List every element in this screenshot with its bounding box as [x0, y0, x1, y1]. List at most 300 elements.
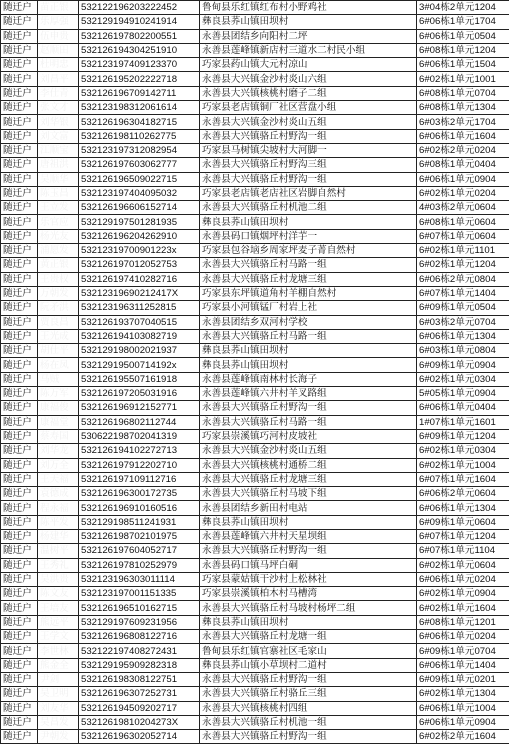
- table-row: [1, 587, 509, 601]
- id-number-cell: 53212319700901223x: [79, 244, 200, 258]
- address-cell: 永善县大兴镇骆丘村野沟一组: [200, 129, 417, 143]
- household-type-cell: 随迁户: [1, 701, 38, 715]
- household-type-cell: 随迁户: [1, 344, 38, 358]
- housing-unit-cell: 6#02栋1单元1304: [417, 687, 509, 701]
- housing-unit-cell: 6#07栋1单元1204: [417, 529, 509, 543]
- name-cell: 王秀礼: [38, 558, 79, 572]
- housing-unit-cell: 6#07栋1单元1404: [417, 286, 509, 300]
- name-cell: 乐官应: [38, 215, 79, 229]
- name-cell: 阮矛洪: [38, 301, 79, 315]
- id-number-cell: 532126197604052717: [79, 544, 200, 558]
- name-cell: 康福堂: [38, 415, 79, 429]
- housing-unit-cell: 6#08栋1单元0604: [417, 215, 509, 229]
- table-row: [1, 272, 509, 286]
- id-number-cell: 532126198110262775: [79, 129, 200, 143]
- household-type-cell: 随迁户: [1, 601, 38, 615]
- id-number-cell: 532126196307252731: [79, 687, 200, 701]
- housing-unit-cell: 6#07栋1单元1604: [417, 472, 509, 486]
- household-type-cell: 随迁户: [1, 558, 38, 572]
- table-row: [1, 315, 509, 329]
- address-cell: 彝良县荞山镇田坝村: [200, 215, 417, 229]
- id-number-cell: 532123196303011114: [79, 572, 200, 586]
- address-cell: 永善县大兴镇骆丘村龙塘一组: [200, 630, 417, 644]
- table-row: [1, 172, 509, 186]
- address-cell: 永善县莲峰镇新店村三道水二村民小组: [200, 43, 417, 57]
- housing-unit-cell: 6#06栋2单元0804: [417, 272, 509, 286]
- id-number-cell: 532126197603062777: [79, 158, 200, 172]
- id-number-cell: 53212919500714192x: [79, 358, 200, 372]
- household-type-cell: 随迁户: [1, 129, 38, 143]
- id-number-cell: 532129197501281935: [79, 215, 200, 229]
- name-cell: 王天福: [38, 472, 79, 486]
- housing-unit-cell: 6#06栋1单元1004: [417, 701, 509, 715]
- id-number-cell: 532126196912152771: [79, 401, 200, 415]
- table-row: [1, 72, 509, 86]
- address-cell: 永善县大兴镇骆丘村野沟一组: [200, 401, 417, 415]
- id-number-cell: 532126197012052753: [79, 258, 200, 272]
- address-cell: 永善县大兴镇核桃村四组: [200, 701, 417, 715]
- housing-unit-cell: 6#02栋1单元0304: [417, 372, 509, 386]
- id-number-cell: 532126196300172735: [79, 487, 200, 501]
- housing-unit-cell: 6#08栋1单元0404: [417, 158, 509, 172]
- household-type-cell: 随迁户: [1, 587, 38, 601]
- household-type-cell: 随迁户: [1, 487, 38, 501]
- address-cell: 巧家县马树镇尖坡村大河脚一: [200, 143, 417, 157]
- household-type-cell: 随迁户: [1, 15, 38, 29]
- table-row: [1, 687, 509, 701]
- household-type-cell: 随迁户: [1, 286, 38, 300]
- table-row: [1, 58, 509, 72]
- household-type-cell: 随迁户: [1, 86, 38, 100]
- household-type-cell: 随迁户: [1, 372, 38, 386]
- name-cell: 杨光友: [38, 229, 79, 243]
- table-row: [1, 558, 509, 572]
- address-cell: 永善县大兴镇骆丘村马路一组: [200, 329, 417, 343]
- table-row: [1, 444, 509, 458]
- address-cell: 永善县大兴镇骆丘村马路一组: [200, 415, 417, 429]
- name-cell: 刘华龙: [38, 444, 79, 458]
- table-row: [1, 101, 509, 115]
- name-cell: 程永福: [38, 501, 79, 515]
- table-row: [1, 358, 509, 372]
- household-type-cell: 随迁户: [1, 515, 38, 529]
- household-type-cell: 随迁户: [1, 29, 38, 43]
- id-number-cell: 532126197410282716: [79, 272, 200, 286]
- housing-unit-cell: 4#03栋2单元0604: [417, 201, 509, 215]
- id-number-cell: 532126196204262910: [79, 229, 200, 243]
- name-cell: 李世林: [38, 644, 79, 658]
- address-cell: 永善县大兴镇骆丘村马路一组: [200, 258, 417, 272]
- id-number-cell: 532123196311252815: [79, 301, 200, 315]
- housing-unit-cell: 3#04栋2单元1204: [417, 1, 509, 15]
- address-cell: 永善县团结乡双河村学校: [200, 315, 417, 329]
- id-number-cell: 532126195202222718: [79, 72, 200, 86]
- household-type-cell: 随迁户: [1, 244, 38, 258]
- housing-unit-cell: 6#03栋2单元1704: [417, 115, 509, 129]
- id-number-cell: 532126194304251910: [79, 43, 200, 57]
- address-cell: 巧家县蒙姑镇干沙村上松林社: [200, 572, 417, 586]
- address-cell: 永善县大兴镇金沙村炎山五组: [200, 444, 417, 458]
- address-cell: 永善县大兴镇骆丘村龙塘三组: [200, 472, 417, 486]
- housing-unit-cell: 6#02栋1单元1004: [417, 458, 509, 472]
- table-row: [1, 143, 509, 157]
- household-type-cell: 随迁户: [1, 315, 38, 329]
- housing-unit-cell: 6#06栋2单元0604: [417, 487, 509, 501]
- household-type-cell: 随迁户: [1, 572, 38, 586]
- name-cell: 贾良昌: [38, 315, 79, 329]
- housing-unit-cell: 6#02栋1单元1604: [417, 601, 509, 615]
- household-type-cell: 随迁户: [1, 186, 38, 200]
- id-number-cell: 532126196808122716: [79, 630, 200, 644]
- id-number-cell: 532126196509022715: [79, 172, 200, 186]
- address-cell: 彝良县荞山镇田坝村: [200, 15, 417, 29]
- name-cell: 吴昌发: [38, 715, 79, 729]
- table-row: [1, 529, 509, 543]
- address-cell: 彝良县荞山镇田坝村: [200, 358, 417, 372]
- table-row: [1, 301, 509, 315]
- household-type-cell: 随迁户: [1, 401, 38, 415]
- household-type-cell: 随迁户: [1, 329, 38, 343]
- housing-unit-cell: 6#02栋1单元1101: [417, 244, 509, 258]
- name-cell: 陈玉昌: [38, 186, 79, 200]
- housing-unit-cell: 6#08栋1单元1201: [417, 615, 509, 629]
- address-cell: 永善县大兴镇骆丘村野沟三组: [200, 158, 417, 172]
- household-type-cell: 随迁户: [1, 501, 38, 515]
- household-type-cell: 随迁户: [1, 258, 38, 272]
- housing-unit-cell: 6#09栋1单元0904: [417, 358, 509, 372]
- id-number-cell: 532129194910241914: [79, 15, 200, 29]
- household-type-cell: 随迁户: [1, 272, 38, 286]
- housing-unit-cell: 6#06栋1单元0904: [417, 715, 509, 729]
- table-row: [1, 458, 509, 472]
- table-row: [1, 29, 509, 43]
- address-cell: 永善县大兴镇骆丘村野沟一组: [200, 172, 417, 186]
- household-type-cell: 随迁户: [1, 215, 38, 229]
- table-row: [1, 501, 509, 515]
- name-cell: 杜明忠: [38, 58, 79, 72]
- household-type-cell: 随迁户: [1, 358, 38, 372]
- household-type-cell: 随迁户: [1, 672, 38, 686]
- household-type-cell: 随迁户: [1, 143, 38, 157]
- id-number-cell: 532126194102272713: [79, 444, 200, 458]
- address-cell: 永善县莲峰镇六井村羊叉路组: [200, 387, 417, 401]
- table-row: [1, 601, 509, 615]
- name-cell: 尹朝发: [38, 730, 79, 744]
- id-number-cell: 532126194509202717: [79, 701, 200, 715]
- household-type-cell: 随迁户: [1, 544, 38, 558]
- table-row: [1, 730, 509, 744]
- name-cell: 陈文友: [38, 587, 79, 601]
- name-cell: 江顺宝: [38, 143, 79, 157]
- id-number-cell: 532123197409123370: [79, 58, 200, 72]
- housing-unit-cell: 6#06栋1单元0404: [417, 401, 509, 415]
- household-type-cell: 随迁户: [1, 58, 38, 72]
- household-type-cell: 随迁户: [1, 458, 38, 472]
- id-number-cell: 532123197001151335: [79, 587, 200, 601]
- id-number-cell: 532126196709142711: [79, 86, 200, 100]
- table-row: [1, 715, 509, 729]
- name-cell: 吴顺华: [38, 172, 79, 186]
- housing-unit-cell: 6#06栋1单元0504: [417, 29, 509, 43]
- address-cell: 永善县大兴镇骆丘村龙塘三组: [200, 272, 417, 286]
- name-cell: 苗正银: [38, 1, 79, 15]
- address-cell: 巧家县东坪镇道角村羊棚自然村: [200, 286, 417, 300]
- address-cell: 鲁甸县乐红镇官寨社区毛家山: [200, 644, 417, 658]
- table-body: [1, 1, 509, 744]
- household-type-cell: 随迁户: [1, 730, 38, 744]
- name-cell: 王立发: [38, 201, 79, 215]
- household-type-cell: 随迁户: [1, 43, 38, 57]
- housing-unit-cell: 6#02栋2单元1604: [417, 730, 509, 744]
- housing-unit-cell: 6#08栋1单元1204: [417, 43, 509, 57]
- table-row: [1, 401, 509, 415]
- name-cell: 王学文: [38, 630, 79, 644]
- housing-unit-cell: 6#02栋1单元0204: [417, 186, 509, 200]
- housing-unit-cell: 6#08栋1单元1304: [417, 101, 509, 115]
- name-cell: 杨建华: [38, 529, 79, 543]
- id-number-cell: 532126196304182715: [79, 115, 200, 129]
- id-number-cell: 532126194103082719: [79, 329, 200, 343]
- table-row: [1, 415, 509, 429]
- housing-unit-cell: 6#06栋1单元1704: [417, 15, 509, 29]
- id-number-cell: 532126193707040515: [79, 315, 200, 329]
- id-number-cell: 532126197205031916: [79, 387, 200, 401]
- address-cell: 永善县大兴镇骆丘村野沟一组: [200, 672, 417, 686]
- table-row: [1, 515, 509, 529]
- name-cell: 杨在凤: [38, 358, 79, 372]
- address-cell: 永善县莲峰镇六井村天星坝组: [200, 529, 417, 543]
- housing-unit-cell: 6#02栋1单元0904: [417, 587, 509, 601]
- id-number-cell: 532129198002021937: [79, 344, 200, 358]
- address-cell: 鲁甸县乐红镇红布村小野鸡社: [200, 1, 417, 15]
- table-row: [1, 615, 509, 629]
- id-number-cell: 532126197810252979: [79, 558, 200, 572]
- id-number-cell: 532126196910160516: [79, 501, 200, 515]
- id-number-cell: 532129197609231956: [79, 615, 200, 629]
- name-cell: 刘华银: [38, 115, 79, 129]
- housing-unit-cell: 5#05栋1单元0904: [417, 387, 509, 401]
- table-row: [1, 43, 509, 57]
- name-cell: 马贼: [38, 372, 79, 386]
- name-cell: 胡仕平: [38, 344, 79, 358]
- housing-unit-cell: 6#06栋1单元0204: [417, 572, 509, 586]
- table-row: [1, 630, 509, 644]
- name-cell: 唐祖洪: [38, 158, 79, 172]
- id-number-cell: 530622198702041319: [79, 429, 200, 443]
- address-cell: 彝良县荞山镇田坝村: [200, 515, 417, 529]
- housing-unit-cell: 6#09栋1单元0201: [417, 672, 509, 686]
- household-type-cell: 随迁户: [1, 387, 38, 401]
- name-cell: 张文才: [38, 101, 79, 115]
- table-row: [1, 429, 509, 443]
- name-cell: 黄正银: [38, 258, 79, 272]
- household-type-cell: 随迁户: [1, 687, 38, 701]
- name-cell: 陈平发: [38, 515, 79, 529]
- table-row: [1, 129, 509, 143]
- household-type-cell: 随迁户: [1, 472, 38, 486]
- household-type-cell: 随迁户: [1, 715, 38, 729]
- address-cell: 永善县大兴镇骆丘村野沟一组: [200, 544, 417, 558]
- id-number-cell: 532129198511241931: [79, 515, 200, 529]
- housing-unit-cell: 6#02栋2单元0204: [417, 143, 509, 157]
- table-row: [1, 387, 509, 401]
- id-number-cell: 532129195909282318: [79, 658, 200, 672]
- table-row: [1, 201, 509, 215]
- table-row: [1, 344, 509, 358]
- table-row: [1, 1, 509, 15]
- address-cell: 巧家县老店镇老店社区岩脚自然村: [200, 186, 417, 200]
- household-type-cell: 随迁户: [1, 72, 38, 86]
- address-cell: 永善县莲峰镇南林村长海子: [200, 372, 417, 386]
- table-row: [1, 286, 509, 300]
- table-row: [1, 572, 509, 586]
- table-row: [1, 186, 509, 200]
- household-type-cell: 随迁户: [1, 1, 38, 15]
- name-cell: 刘文富: [38, 129, 79, 143]
- name-cell: 赵顺田: [38, 43, 79, 57]
- table-row: [1, 372, 509, 386]
- table-row: [1, 658, 509, 672]
- address-cell: 永善县码口镇烟坪村洋芋一: [200, 229, 417, 243]
- address-cell: 永善县大兴镇核桃村磨子二组: [200, 86, 417, 100]
- housing-unit-cell: 6#02栋1单元1204: [417, 258, 509, 272]
- housing-unit-cell: 6#02栋1单元0304: [417, 444, 509, 458]
- id-number-cell: 532123197404095032: [79, 186, 200, 200]
- housing-unit-cell: 6#09栋1单元0704: [417, 644, 509, 658]
- name-cell: 尹剑: [38, 672, 79, 686]
- housing-unit-cell: 6#06栋1单元1304: [417, 501, 509, 515]
- name-cell: 袁德成: [38, 487, 79, 501]
- table-row: [1, 544, 509, 558]
- id-number-cell: 532123197312082954: [79, 143, 200, 157]
- table-row: [1, 644, 509, 658]
- name-cell: 李仕青: [38, 86, 79, 100]
- table-row: [1, 329, 509, 343]
- table-row: [1, 215, 509, 229]
- housing-unit-cell: 6#09栋1单元0504: [417, 301, 509, 315]
- name-cell: 刘昌平: [38, 72, 79, 86]
- id-number-cell: 532126195507161918: [79, 372, 200, 386]
- name-cell: 蔡寿国: [38, 429, 79, 443]
- household-type-cell: 随迁户: [1, 115, 38, 129]
- housing-unit-cell: 6#09栋1单元1204: [417, 429, 509, 443]
- address-cell: 永善县大兴镇金沙村炎山五组: [200, 115, 417, 129]
- address-cell: 永善县大兴镇骆丘村马坡下组: [200, 487, 417, 501]
- name-cell: 刘友华: [38, 701, 79, 715]
- household-type-cell: 随迁户: [1, 429, 38, 443]
- name-cell: 吴洪贵: [38, 572, 79, 586]
- household-type-cell: 随迁户: [1, 101, 38, 115]
- housing-unit-cell: 6#09栋1单元0604: [417, 515, 509, 529]
- housing-unit-cell: 6#08栋1单元0704: [417, 86, 509, 100]
- id-number-cell: 532123198312061614: [79, 101, 200, 115]
- address-cell: 永善县大兴镇骆丘村马坡村杨坪二组: [200, 601, 417, 615]
- housing-unit-cell: 6#03栋1单元0804: [417, 344, 509, 358]
- housing-unit-cell: 6#07栋1单元0604: [417, 229, 509, 243]
- housing-unit-cell: 6#06栋1单元1304: [417, 329, 509, 343]
- address-cell: 巧家县小河镇锰厂村岩上社: [200, 301, 417, 315]
- housing-unit-cell: 6#02栋1单元0604: [417, 558, 509, 572]
- name-cell: 吴卫明: [38, 687, 79, 701]
- name-cell: 熊金全: [38, 658, 79, 672]
- address-cell: 永善县大兴镇骆丘村机池一组: [200, 715, 417, 729]
- housing-unit-cell: 6#06栋1单元1504: [417, 58, 509, 72]
- table-row: [1, 258, 509, 272]
- table-row: [1, 158, 509, 172]
- address-cell: 永善县大兴镇骆丘村机池二组: [200, 201, 417, 215]
- id-number-cell: 532126198702101975: [79, 529, 200, 543]
- name-cell: 万朝发: [38, 286, 79, 300]
- household-type-cell: 随迁户: [1, 615, 38, 629]
- name-cell: 刘万全: [38, 458, 79, 472]
- name-cell: 陈万军: [38, 387, 79, 401]
- name-cell: 伍申贵: [38, 29, 79, 43]
- table-row: [1, 244, 509, 258]
- id-number-cell: 532126196302052714: [79, 730, 200, 744]
- housing-unit-cell: 6#03栋2单元0704: [417, 315, 509, 329]
- household-type-cell: 随迁户: [1, 658, 38, 672]
- id-number-cell: 532122197408272431: [79, 644, 200, 658]
- table-row: [1, 701, 509, 715]
- address-cell: 永善县大兴镇骆丘村野沟一组: [200, 730, 417, 744]
- id-number-cell: 532126197802200551: [79, 29, 200, 43]
- name-cell: 浦愿发: [38, 244, 79, 258]
- household-type-cell: 随迁户: [1, 529, 38, 543]
- id-number-cell: 53212319690212417X: [79, 286, 200, 300]
- address-cell: 永善县大兴镇金沙村炎山六组: [200, 72, 417, 86]
- address-cell: 巧家县包谷垴乡周家坪麦子菁自然村: [200, 244, 417, 258]
- name-cell: 王光成: [38, 329, 79, 343]
- household-type-cell: 随迁户: [1, 229, 38, 243]
- id-number-cell: 53212619810204273X: [79, 715, 200, 729]
- table-row: [1, 229, 509, 243]
- address-cell: 永善县大兴镇骆丘村骆丘三组: [200, 687, 417, 701]
- table-row: [1, 115, 509, 129]
- household-type-cell: 随迁户: [1, 158, 38, 172]
- housing-unit-cell: 6#06栋1单元0904: [417, 172, 509, 186]
- housing-unit-cell: 6#02栋1单元1001: [417, 72, 509, 86]
- housing-unit-cell: 6#06栋1单元0204: [417, 630, 509, 644]
- address-cell: 永善县大兴镇核桃村通桥二组: [200, 458, 417, 472]
- name-cell: 熊远平: [38, 615, 79, 629]
- household-type-cell: 随迁户: [1, 301, 38, 315]
- id-number-cell: 532126196510162715: [79, 601, 200, 615]
- id-number-cell: 532126198308122751: [79, 672, 200, 686]
- table-row: [1, 86, 509, 100]
- id-number-cell: 532126197912202710: [79, 458, 200, 472]
- housing-unit-cell: 6#07栋1单元1104: [417, 544, 509, 558]
- household-type-cell: 随迁户: [1, 415, 38, 429]
- name-cell: 乐厚强: [38, 15, 79, 29]
- address-cell: 彝良县荞山镇田坝村: [200, 615, 417, 629]
- name-cell: 康福俊: [38, 401, 79, 415]
- household-type-cell: 随迁户: [1, 201, 38, 215]
- name-cell: 温树平: [38, 544, 79, 558]
- address-cell: 巧家县药山镇大元村凉山: [200, 58, 417, 72]
- household-type-cell: 随迁户: [1, 172, 38, 186]
- id-number-cell: 532126196606152714: [79, 201, 200, 215]
- housing-unit-cell: 6#06栋1单元1404: [417, 658, 509, 672]
- housing-unit-cell: 6#06栋1单元1604: [417, 129, 509, 143]
- table-row: [1, 472, 509, 486]
- address-cell: 巧家县老店镇铜厂社区营盘小组: [200, 101, 417, 115]
- id-number-cell: 532122196203222452: [79, 1, 200, 15]
- address-cell: 彝良县荞山镇田坝村: [200, 344, 417, 358]
- table-row: [1, 487, 509, 501]
- household-type-cell: 随迁户: [1, 444, 38, 458]
- name-cell: 王贵权: [38, 272, 79, 286]
- address-cell: 巧家县崇溪镇柏木村马槽湾: [200, 587, 417, 601]
